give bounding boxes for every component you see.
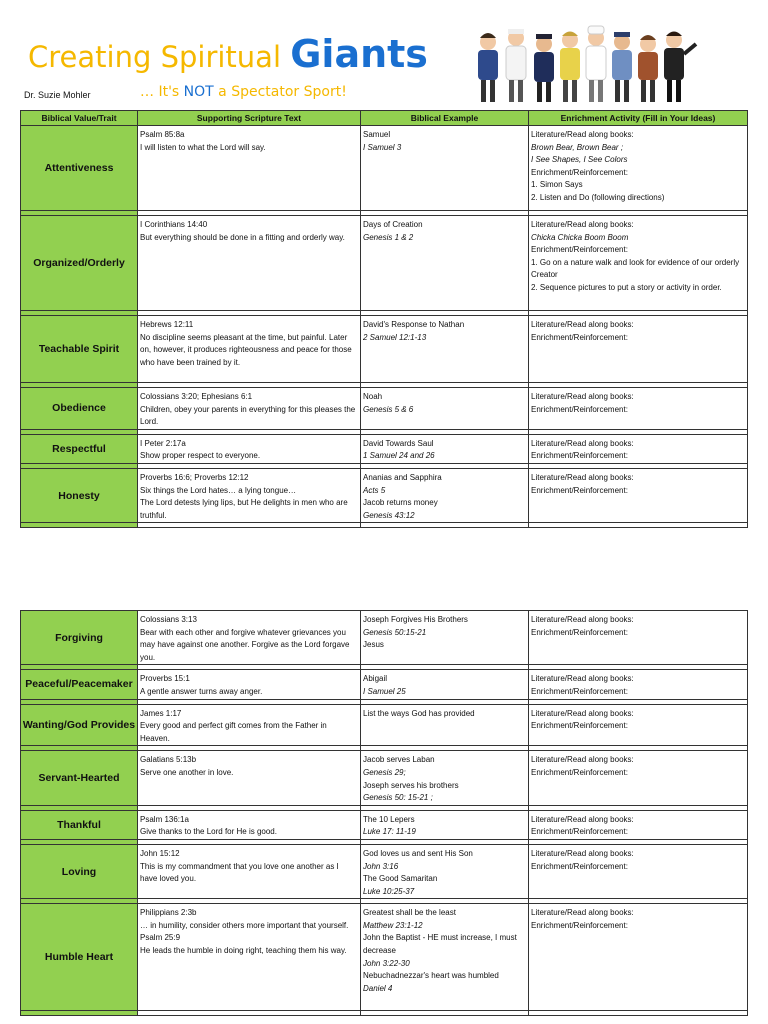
example-line: David's Response to Nathan xyxy=(363,320,465,329)
scripture-line: A gentle answer turns away anger. xyxy=(140,686,263,696)
enrichment-line: Enrichment/Reinforcement: xyxy=(531,861,628,871)
example-line: Joseph serves his brothers xyxy=(363,780,459,790)
example-line: John the Baptist - HE must increase, I must decrease xyxy=(363,933,517,956)
scripture-line: Bear with each other and forgive whatever grievances you may have against one another. Forgive as the Lord forgave you. xyxy=(140,627,350,662)
enrichment-line: Enrichment/Reinforcement: xyxy=(531,485,628,495)
example-line: John 3:16 xyxy=(363,861,399,871)
enrichment-line: Enrichment/Reinforcement: xyxy=(531,827,628,837)
enrichment-line: Literature/Read along books: xyxy=(531,674,634,684)
enrichment-line: Enrichment/Reinforcement: xyxy=(531,332,628,342)
example-cell xyxy=(361,468,529,522)
spacer-cell xyxy=(361,1011,529,1016)
enrichment-line: 1. Simon Says xyxy=(531,180,583,190)
scripture-cell xyxy=(138,434,361,463)
scripture-line: Colossians 3:13 xyxy=(140,615,197,624)
child-figure-3 xyxy=(534,34,554,102)
scripture-line: James 1:17 xyxy=(140,708,182,718)
table-row xyxy=(21,126,748,211)
trait-cell: Humble Heart xyxy=(21,904,138,1011)
child-figure-8 xyxy=(664,32,696,103)
example-line: Ananias and Sapphira xyxy=(363,472,442,482)
child-figure-7 xyxy=(638,35,658,102)
example-line: Samuel xyxy=(363,130,391,139)
enrichment-cell xyxy=(529,751,748,805)
enrichment-line: Literature/Read along books: xyxy=(531,708,634,718)
table-row xyxy=(21,751,748,805)
table-row xyxy=(21,434,748,463)
header-trait: Biblical Value/Trait xyxy=(21,111,138,126)
example-cell xyxy=(361,434,529,463)
example-line: Days of Creation xyxy=(363,220,423,229)
child-figure-2 xyxy=(506,29,526,102)
trait-cell: Peaceful/Peacemaker xyxy=(21,670,138,699)
example-line: Luke 17: 11-19 xyxy=(363,827,416,837)
scripture-line: Serve one another in love. xyxy=(140,767,234,777)
example-line: Abigail xyxy=(363,674,388,684)
scripture-cell xyxy=(138,751,361,805)
enrichment-line: I See Shapes, I See Colors xyxy=(531,155,628,165)
enrichment-cell xyxy=(529,704,748,746)
author-name: Dr. Suzie Mohler xyxy=(24,90,91,100)
example-line: Nebuchadnezzar's heart was humbled xyxy=(363,971,499,981)
table-row xyxy=(21,388,748,430)
scripture-cell xyxy=(138,388,361,430)
enrichment-cell xyxy=(529,126,748,211)
example-line: Luke 10:25-37 xyxy=(363,886,415,896)
trait-cell: Organized/Orderly xyxy=(21,216,138,311)
table-row xyxy=(21,468,748,522)
scripture-line: Philippians 2:3b xyxy=(140,908,197,918)
scripture-line: He leads the humble in doing right, teaching them his way. xyxy=(140,946,347,956)
scripture-cell xyxy=(138,670,361,699)
spacer-row xyxy=(21,1011,748,1016)
example-cell xyxy=(361,388,529,430)
spacer-cell xyxy=(138,1011,361,1016)
example-line: Jacob serves Laban xyxy=(363,755,435,765)
trait-cell: Servant-Hearted xyxy=(21,751,138,805)
tagline-not: NOT xyxy=(183,84,214,100)
scripture-line: Proverbs 16:6; Proverbs 12:12 xyxy=(140,472,249,482)
trait-cell: Loving xyxy=(21,844,138,898)
enrichment-line: Literature/Read along books: xyxy=(531,615,634,624)
scripture-line: Colossians 3:20; Ephesians 6:1 xyxy=(140,392,253,401)
header-example: Biblical Example xyxy=(361,111,529,126)
scripture-line: This is my commandment that you love one another as I have loved you. xyxy=(140,861,339,884)
enrichment-line: Chicka Chicka Boom Boom xyxy=(531,232,629,242)
traits-table-2 xyxy=(20,610,748,1016)
trait-cell: Wanting/God Provides xyxy=(21,704,138,746)
enrichment-line: 2. Sequence pictures to put a story or activity in order. xyxy=(531,282,722,292)
tagline-part-1: … It's xyxy=(140,84,184,100)
enrichment-line: Enrichment/Reinforcement: xyxy=(531,167,628,177)
enrichment-line: Enrichment/Reinforcement: xyxy=(531,245,628,255)
enrichment-cell xyxy=(529,611,748,665)
scripture-line: But everything should be done in a fitting and orderly way. xyxy=(140,232,345,242)
child-figure-1 xyxy=(478,33,498,102)
example-line: 1 Samuel 24 and 26 xyxy=(363,451,435,461)
scripture-cell xyxy=(138,844,361,898)
trait-cell: Honesty xyxy=(21,468,138,522)
table-row xyxy=(21,844,748,898)
enrichment-line: Enrichment/Reinforcement: xyxy=(531,767,628,777)
scripture-cell xyxy=(138,611,361,665)
enrichment-cell xyxy=(529,670,748,699)
trait-cell: Respectful xyxy=(21,434,138,463)
example-line: Genesis 50:15-21 xyxy=(363,627,427,637)
enrichment-line: Literature/Read along books: xyxy=(531,220,634,229)
example-cell xyxy=(361,844,529,898)
child-figure-4 xyxy=(560,32,580,103)
enrichment-line: 1. Go on a nature walk and look for evidence of our orderly Creator xyxy=(531,257,740,280)
spacer-cell xyxy=(21,1011,138,1016)
scripture-line: Give thanks to the Lord for He is good. xyxy=(140,827,277,837)
enrichment-cell xyxy=(529,844,748,898)
enrichment-line: Enrichment/Reinforcement: xyxy=(531,920,628,930)
trait-cell: Forgiving xyxy=(21,611,138,665)
spacer-cell xyxy=(361,523,529,528)
example-line: Jacob returns money xyxy=(363,498,438,508)
scripture-cell xyxy=(138,316,361,383)
enrichment-line: Literature/Read along books: xyxy=(531,472,634,482)
enrichment-cell xyxy=(529,904,748,1011)
enrichment-line: Enrichment/Reinforcement: xyxy=(531,686,628,696)
table-row xyxy=(21,904,748,1011)
scripture-line: No discipline seems pleasant at the time, but painful. Later on, however, it produces righteousness and peace for those who have been trained by it. xyxy=(140,332,352,367)
enrichment-line: Literature/Read along books: xyxy=(531,814,634,824)
trait-cell: Obedience xyxy=(21,388,138,430)
scripture-line: Six things the Lord hates… a lying tongue… xyxy=(140,485,297,495)
trait-cell: Teachable Spirit xyxy=(21,316,138,383)
example-line: God loves us and sent His Son xyxy=(363,848,473,858)
table-row xyxy=(21,611,748,665)
header-scripture: Supporting Scripture Text xyxy=(138,111,361,126)
child-figure-5 xyxy=(586,26,606,102)
example-cell xyxy=(361,611,529,665)
example-line: Greatest shall be the least xyxy=(363,908,456,918)
enrichment-line: 2. Listen and Do (following directions) xyxy=(531,192,665,202)
children-costumes-image xyxy=(466,24,698,108)
spacer-row xyxy=(21,523,748,528)
scripture-line: Galatians 5:13b xyxy=(140,755,197,765)
example-cell xyxy=(361,670,529,699)
example-line: The 10 Lepers xyxy=(363,814,415,824)
enrichment-cell xyxy=(529,434,748,463)
example-line: David Towards Saul xyxy=(363,438,434,448)
example-cell xyxy=(361,751,529,805)
enrichment-cell xyxy=(529,216,748,311)
scripture-line: I Corinthians 14:40 xyxy=(140,220,208,229)
example-line: List the ways God has provided xyxy=(363,708,475,718)
example-line: Genesis 43:12 xyxy=(363,510,415,520)
enrichment-cell xyxy=(529,468,748,522)
table-row xyxy=(21,704,748,746)
scripture-cell xyxy=(138,216,361,311)
table-row xyxy=(21,316,748,383)
trait-cell: Thankful xyxy=(21,810,138,839)
example-line: I Samuel 25 xyxy=(363,686,406,696)
example-line: 2 Samuel 12:1-13 xyxy=(363,332,427,342)
spacer-cell xyxy=(529,1011,748,1016)
example-line: I Samuel 3 xyxy=(363,142,402,152)
traits-table-1 xyxy=(20,110,748,528)
tagline-part-2: a Spectator Sport! xyxy=(213,84,347,100)
table-header-row xyxy=(21,111,748,126)
example-cell xyxy=(361,216,529,311)
example-line: Genesis 29; xyxy=(363,767,406,777)
enrichment-line: Enrichment/Reinforcement: xyxy=(531,627,628,637)
enrichment-line: Enrichment/Reinforcement: xyxy=(531,404,628,414)
enrichment-line: Brown Bear, Brown Bear ; xyxy=(531,142,624,152)
example-line: The Good Samaritan xyxy=(363,874,438,884)
enrichment-line: Literature/Read along books: xyxy=(531,755,634,765)
enrichment-line: Literature/Read along books: xyxy=(531,320,634,329)
scripture-line: John 15:12 xyxy=(140,848,180,858)
trait-cell: Attentiveness xyxy=(21,126,138,211)
table-row xyxy=(21,810,748,839)
enrichment-line: Enrichment/Reinforcement: xyxy=(531,721,628,731)
enrichment-cell xyxy=(529,388,748,430)
example-line: Genesis 5 & 6 xyxy=(363,404,414,414)
scripture-line: Show proper respect to everyone. xyxy=(140,451,261,461)
example-line: Matthew 23:1-12 xyxy=(363,920,423,930)
enrichment-line: Literature/Read along books: xyxy=(531,908,634,918)
spacer-cell xyxy=(138,523,361,528)
example-cell xyxy=(361,316,529,383)
example-line: Genesis 1 & 2 xyxy=(363,232,414,242)
example-line: Daniel 4 xyxy=(363,983,393,993)
spacer-cell xyxy=(529,523,748,528)
tagline xyxy=(140,84,347,100)
scripture-line: Hebrews 12:11 xyxy=(140,320,194,329)
scripture-line: Psalm 25:9 xyxy=(140,933,181,943)
scripture-line: … in humility, consider others more important that yourself. xyxy=(140,920,349,930)
table-row xyxy=(21,670,748,699)
scripture-line: The Lord detests lying lips, but He delights in men who are truthful. xyxy=(140,498,348,520)
example-line: John 3:22-30 xyxy=(363,958,410,968)
example-cell xyxy=(361,810,529,839)
example-line: Joseph Forgives His Brothers xyxy=(363,615,468,624)
example-cell xyxy=(361,704,529,746)
child-figure-6 xyxy=(612,32,632,102)
scripture-line: I will listen to what the Lord will say. xyxy=(140,142,266,152)
scripture-line: Psalm 136:1a xyxy=(140,814,189,824)
scripture-line: Children, obey your parents in everything for this pleases the Lord. xyxy=(140,404,356,427)
enrichment-cell xyxy=(529,810,748,839)
scripture-cell xyxy=(138,468,361,522)
enrichment-cell xyxy=(529,316,748,383)
scripture-line: Proverbs 15:1 xyxy=(140,674,190,684)
example-line: Genesis 50: 15-21 ; xyxy=(363,793,433,803)
title-part-2: Giants xyxy=(290,32,428,76)
enrichment-line: Literature/Read along books: xyxy=(531,438,634,448)
header-enrichment: Enrichment Activity (Fill in Your Ideas) xyxy=(529,111,748,126)
example-line: Acts 5 xyxy=(363,485,386,495)
scripture-cell xyxy=(138,126,361,211)
scripture-cell xyxy=(138,810,361,839)
enrichment-line: Literature/Read along books: xyxy=(531,130,634,139)
example-cell xyxy=(361,126,529,211)
example-line: Noah xyxy=(363,392,383,401)
scripture-line: Psalm 85:8a xyxy=(140,130,185,139)
table-row xyxy=(21,216,748,311)
enrichment-line: Literature/Read along books: xyxy=(531,848,634,858)
scripture-cell xyxy=(138,904,361,1011)
enrichment-line: Enrichment/Reinforcement: xyxy=(531,451,628,461)
title-part-1: Creating Spiritual xyxy=(28,40,291,74)
page-title xyxy=(28,32,428,76)
example-cell xyxy=(361,904,529,1011)
scripture-line: Every good and perfect gift comes from the Father in Heaven. xyxy=(140,721,327,743)
example-line: Jesus xyxy=(363,640,384,650)
scripture-cell xyxy=(138,704,361,746)
scripture-line: I Peter 2:17a xyxy=(140,438,186,448)
enrichment-line: Literature/Read along books: xyxy=(531,392,634,401)
spacer-cell xyxy=(21,523,138,528)
